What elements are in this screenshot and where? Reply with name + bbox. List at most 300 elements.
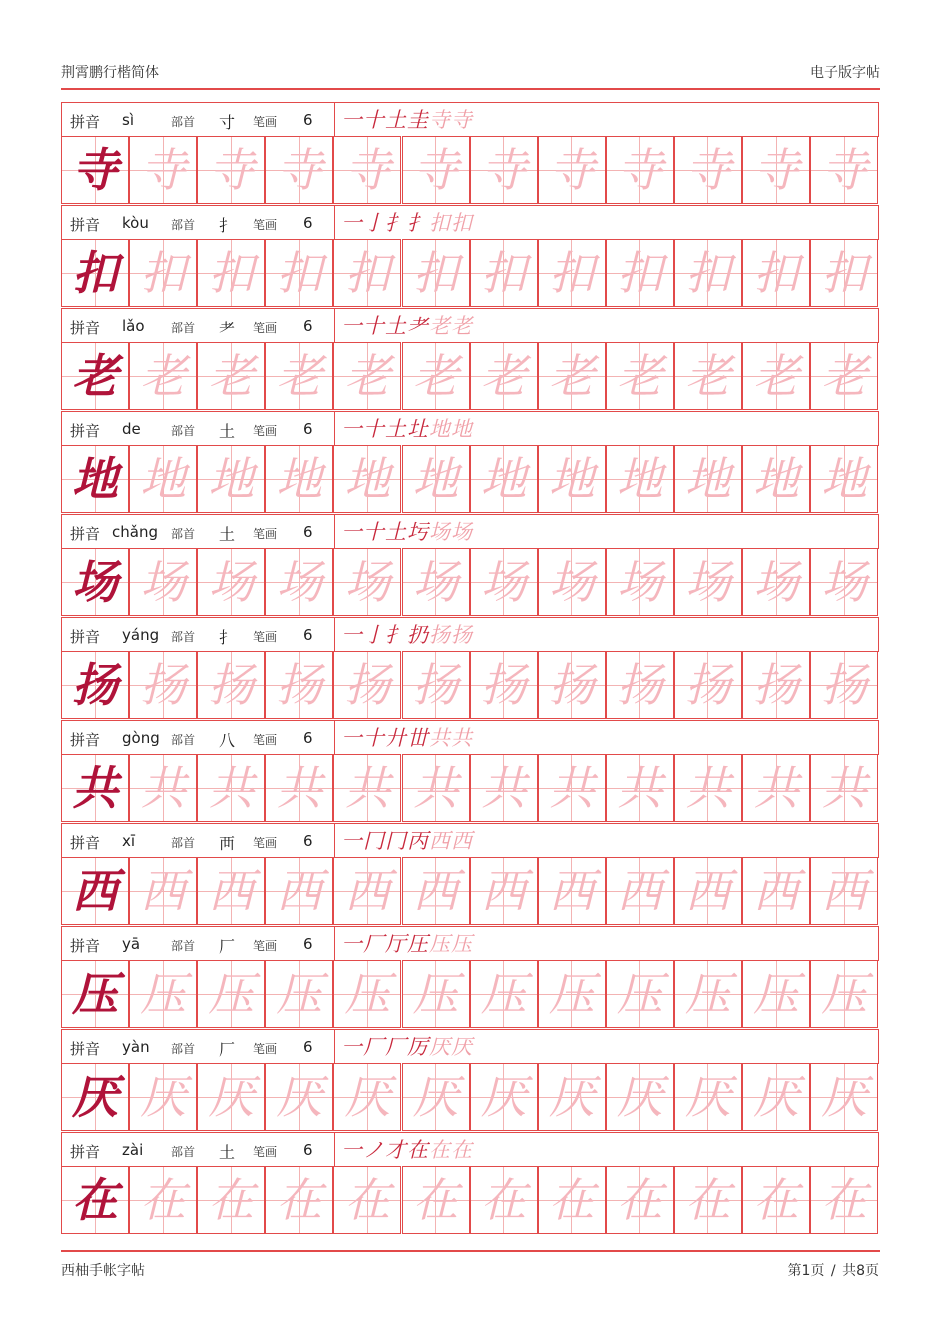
tracing-character: 压 bbox=[616, 967, 663, 1021]
practice-grid-row bbox=[61, 857, 879, 925]
tracing-character: 地 bbox=[616, 452, 663, 506]
stroke-order-sequence bbox=[341, 415, 473, 445]
stroke-step: 扬 bbox=[429, 623, 450, 647]
tracing-cell bbox=[470, 651, 538, 719]
tracing-cell bbox=[333, 548, 401, 616]
tracing-cell bbox=[674, 239, 742, 307]
tracing-cell bbox=[674, 960, 742, 1028]
tracing-character: 地 bbox=[276, 452, 323, 506]
tracing-cell bbox=[197, 342, 265, 410]
tracing-cell bbox=[333, 1166, 401, 1234]
tracing-cell bbox=[742, 239, 810, 307]
page-header bbox=[61, 60, 880, 84]
character-entry bbox=[61, 102, 879, 205]
stroke-step: 地 bbox=[451, 417, 472, 441]
radical-value: 耂 bbox=[219, 319, 236, 338]
tracing-character: 场 bbox=[821, 555, 868, 609]
tracing-cell bbox=[810, 342, 878, 410]
stroke-step: 十 bbox=[363, 726, 384, 750]
tracing-character: 压 bbox=[344, 967, 391, 1021]
stroke-step: 共 bbox=[451, 726, 472, 750]
stroke-label: 笔画 bbox=[253, 1145, 278, 1159]
stroke-step: 扌 bbox=[407, 211, 428, 235]
tracing-character: 扬 bbox=[344, 658, 391, 712]
tracing-cell bbox=[538, 1063, 606, 1131]
tracing-character: 厌 bbox=[344, 1070, 391, 1124]
practice-grid-row bbox=[61, 342, 879, 410]
radical-label: 部首 bbox=[171, 836, 196, 850]
tracing-cell bbox=[402, 136, 470, 204]
model-character: 扬 bbox=[72, 658, 118, 712]
tracing-character: 西 bbox=[140, 864, 187, 918]
tracing-cell bbox=[742, 651, 810, 719]
pinyin-value: zài bbox=[122, 1141, 144, 1159]
tracing-character: 在 bbox=[684, 1173, 731, 1227]
stroke-label: 笔画 bbox=[253, 836, 278, 850]
page-footer bbox=[61, 1260, 880, 1284]
character-meta bbox=[62, 824, 335, 858]
practice-grid-row bbox=[61, 960, 879, 1028]
tracing-character: 扬 bbox=[684, 658, 731, 712]
tracing-character: 场 bbox=[208, 555, 255, 609]
stroke-step: 老 bbox=[429, 314, 450, 338]
tracing-cell bbox=[810, 651, 878, 719]
tracing-character: 扬 bbox=[821, 658, 868, 712]
tracing-cell bbox=[538, 651, 606, 719]
tracing-character: 共 bbox=[616, 761, 663, 815]
character-meta bbox=[62, 1030, 335, 1064]
tracing-character: 扬 bbox=[548, 658, 595, 712]
tracing-cell bbox=[197, 548, 265, 616]
stroke-step: 一 bbox=[341, 417, 362, 441]
stroke-step: 压 bbox=[451, 932, 472, 956]
tracing-cell bbox=[265, 960, 333, 1028]
tracing-cell bbox=[538, 754, 606, 822]
tracing-cell bbox=[538, 857, 606, 925]
tracing-cell bbox=[265, 136, 333, 204]
character-entry bbox=[61, 1029, 879, 1132]
tracing-character: 西 bbox=[616, 864, 663, 918]
radical-value: 襾 bbox=[219, 834, 236, 853]
tracing-cell bbox=[197, 1063, 265, 1131]
tracing-cell bbox=[402, 857, 470, 925]
tracing-cell bbox=[402, 1166, 470, 1234]
character-meta bbox=[62, 1133, 335, 1167]
stroke-order-sequence bbox=[341, 1136, 473, 1166]
tracing-character: 场 bbox=[276, 555, 323, 609]
model-character-cell bbox=[61, 136, 129, 204]
practice-grid-row bbox=[61, 136, 879, 204]
tracing-character: 扣 bbox=[753, 246, 799, 300]
tracing-character: 共 bbox=[276, 761, 323, 815]
stroke-step: 厌 bbox=[429, 1035, 450, 1059]
tracing-cell bbox=[402, 342, 470, 410]
tracing-character: 西 bbox=[344, 864, 391, 918]
pinyin-value: de bbox=[122, 420, 141, 438]
tracing-character: 扬 bbox=[276, 658, 323, 712]
radical-label: 部首 bbox=[171, 939, 196, 953]
character-info-bar bbox=[61, 308, 879, 343]
model-character: 场 bbox=[72, 555, 118, 609]
tracing-character: 扣 bbox=[480, 246, 527, 300]
tracing-cell bbox=[470, 445, 538, 513]
tracing-cell bbox=[265, 548, 333, 616]
stroke-label: 笔画 bbox=[253, 630, 278, 644]
tracing-character: 老 bbox=[344, 349, 391, 403]
stroke-order-sequence bbox=[341, 209, 473, 239]
tracing-character: 压 bbox=[548, 967, 595, 1021]
tracing-cell bbox=[538, 445, 606, 513]
tracing-cell bbox=[674, 445, 742, 513]
tracing-cell bbox=[129, 1063, 197, 1131]
stroke-step: 才 bbox=[385, 1138, 406, 1162]
tracing-cell bbox=[742, 754, 810, 822]
stroke-step: 一 bbox=[341, 108, 362, 132]
tracing-character: 老 bbox=[753, 349, 799, 403]
tracing-cell bbox=[606, 548, 674, 616]
stroke-step: 亅 bbox=[363, 211, 384, 235]
tracing-character: 老 bbox=[276, 349, 323, 403]
tracing-character: 寺 bbox=[548, 143, 595, 197]
tracing-cell bbox=[197, 136, 265, 204]
pinyin-value: chǎng bbox=[112, 523, 158, 541]
stroke-step: 西 bbox=[429, 829, 450, 853]
tracing-cell bbox=[606, 960, 674, 1028]
model-character-cell bbox=[61, 548, 129, 616]
character-info-bar bbox=[61, 102, 879, 137]
tracing-character: 厌 bbox=[684, 1070, 731, 1124]
tracing-cell bbox=[538, 960, 606, 1028]
tracing-cell bbox=[129, 754, 197, 822]
tracing-character: 寺 bbox=[684, 143, 731, 197]
tracing-cell bbox=[129, 960, 197, 1028]
character-meta bbox=[62, 103, 335, 137]
stroke-order-sequence bbox=[341, 312, 473, 342]
tracing-cell bbox=[810, 136, 878, 204]
header-divider bbox=[61, 88, 880, 90]
tracing-character: 厌 bbox=[753, 1070, 799, 1124]
model-character: 压 bbox=[72, 967, 118, 1021]
tracing-cell bbox=[674, 857, 742, 925]
model-character-cell bbox=[61, 239, 129, 307]
stroke-count: 6 bbox=[303, 626, 313, 644]
tracing-character: 老 bbox=[616, 349, 663, 403]
stroke-label: 笔画 bbox=[253, 218, 278, 232]
stroke-step: 土 bbox=[385, 108, 406, 132]
radical-value: 厂 bbox=[219, 1040, 236, 1059]
tracing-character: 场 bbox=[140, 555, 187, 609]
stroke-step: 耂 bbox=[407, 314, 428, 338]
tracing-character: 在 bbox=[480, 1173, 527, 1227]
tracing-cell bbox=[674, 548, 742, 616]
tracing-cell bbox=[265, 754, 333, 822]
tracing-cell bbox=[197, 857, 265, 925]
stroke-step: 丗 bbox=[407, 726, 428, 750]
stroke-count: 6 bbox=[303, 214, 313, 232]
tracing-cell bbox=[402, 239, 470, 307]
footer-divider bbox=[61, 1250, 880, 1252]
tracing-character: 扬 bbox=[140, 658, 187, 712]
character-entry bbox=[61, 514, 879, 617]
tracing-character: 老 bbox=[480, 349, 527, 403]
tracing-cell bbox=[265, 445, 333, 513]
pinyin-value: lǎo bbox=[122, 317, 145, 335]
pinyin-value: yàn bbox=[122, 1038, 150, 1056]
stroke-step: 十 bbox=[363, 417, 384, 441]
stroke-step: 扣 bbox=[429, 211, 450, 235]
tracing-cell bbox=[742, 136, 810, 204]
stroke-step: 一 bbox=[341, 211, 362, 235]
tracing-cell bbox=[810, 239, 878, 307]
radical-value: 土 bbox=[219, 1143, 236, 1162]
tracing-character: 西 bbox=[412, 864, 459, 918]
tracing-character: 在 bbox=[208, 1173, 255, 1227]
tracing-cell bbox=[333, 136, 401, 204]
pinyin-label: 拼音 bbox=[70, 834, 101, 852]
tracing-character: 寺 bbox=[208, 143, 255, 197]
radical-label: 部首 bbox=[171, 527, 196, 541]
tracing-character: 西 bbox=[208, 864, 255, 918]
character-entry bbox=[61, 720, 879, 823]
stroke-step: 圧 bbox=[407, 932, 428, 956]
pinyin-label: 拼音 bbox=[70, 731, 101, 749]
stroke-label: 笔画 bbox=[253, 733, 278, 747]
tracing-character: 西 bbox=[821, 864, 868, 918]
pinyin-value: yā bbox=[122, 935, 141, 953]
tracing-cell bbox=[742, 1063, 810, 1131]
tracing-cell bbox=[265, 857, 333, 925]
stroke-count: 6 bbox=[303, 111, 313, 129]
tracing-character: 地 bbox=[548, 452, 595, 506]
tracing-character: 寺 bbox=[616, 143, 663, 197]
stroke-step: 亅 bbox=[363, 623, 384, 647]
tracing-cell bbox=[606, 1166, 674, 1234]
tracing-cell bbox=[810, 857, 878, 925]
character-entry bbox=[61, 308, 879, 411]
tracing-character: 地 bbox=[753, 452, 799, 506]
stroke-step: 场 bbox=[429, 520, 450, 544]
tracing-cell bbox=[538, 239, 606, 307]
radical-value: 扌 bbox=[219, 216, 236, 235]
page-separator: / bbox=[830, 1263, 836, 1279]
tracing-cell bbox=[742, 548, 810, 616]
tracing-cell bbox=[538, 548, 606, 616]
tracing-character: 扣 bbox=[412, 246, 459, 300]
stroke-order-sequence bbox=[341, 518, 473, 548]
character-info-bar bbox=[61, 205, 879, 240]
tracing-character: 扬 bbox=[616, 658, 663, 712]
tracing-character: 地 bbox=[208, 452, 255, 506]
practice-grid-row bbox=[61, 1063, 879, 1131]
tracing-cell bbox=[606, 1063, 674, 1131]
tracing-cell bbox=[197, 960, 265, 1028]
tracing-character: 寺 bbox=[140, 143, 187, 197]
pinyin-label: 拼音 bbox=[70, 937, 101, 955]
tracing-character: 扣 bbox=[208, 246, 255, 300]
tracing-cell bbox=[674, 754, 742, 822]
tracing-cell bbox=[470, 754, 538, 822]
tracing-character: 地 bbox=[821, 452, 868, 506]
character-entry bbox=[61, 205, 879, 308]
tracing-character: 共 bbox=[684, 761, 731, 815]
character-meta bbox=[62, 927, 335, 961]
character-info-bar bbox=[61, 1132, 879, 1167]
tracing-character: 西 bbox=[684, 864, 731, 918]
stroke-step: 厉 bbox=[407, 1035, 428, 1059]
tracing-character: 压 bbox=[753, 967, 799, 1021]
tracing-character: 在 bbox=[753, 1173, 799, 1227]
tracing-cell bbox=[674, 342, 742, 410]
tracing-character: 压 bbox=[821, 967, 868, 1021]
tracing-character: 在 bbox=[821, 1173, 868, 1227]
tracing-cell bbox=[333, 651, 401, 719]
stroke-step: 一 bbox=[341, 314, 362, 338]
model-character-cell bbox=[61, 1166, 129, 1234]
pinyin-label: 拼音 bbox=[70, 216, 101, 234]
tracing-cell bbox=[606, 754, 674, 822]
stroke-step: 厂 bbox=[363, 1035, 384, 1059]
character-info-bar bbox=[61, 411, 879, 446]
stroke-order-sequence bbox=[341, 827, 473, 857]
tracing-character: 压 bbox=[140, 967, 187, 1021]
tracing-cell bbox=[197, 651, 265, 719]
model-character-cell bbox=[61, 1063, 129, 1131]
tracing-character: 寺 bbox=[821, 143, 868, 197]
stroke-step: 压 bbox=[429, 932, 450, 956]
tracing-cell bbox=[402, 445, 470, 513]
model-character: 西 bbox=[72, 864, 118, 918]
character-info-bar bbox=[61, 514, 879, 549]
stroke-step: 十 bbox=[363, 314, 384, 338]
stroke-step: 扬 bbox=[451, 623, 472, 647]
pinyin-value: yáng bbox=[122, 626, 160, 644]
stroke-count: 6 bbox=[303, 1038, 313, 1056]
font-title: 荆霄鹏行楷简体 bbox=[61, 65, 159, 81]
tracing-cell bbox=[333, 445, 401, 513]
tracing-cell bbox=[742, 960, 810, 1028]
radical-label: 部首 bbox=[171, 218, 196, 232]
stroke-order-sequence bbox=[341, 724, 473, 754]
stroke-step: 冂 bbox=[363, 829, 384, 853]
tracing-cell bbox=[265, 1063, 333, 1131]
tracing-character: 老 bbox=[208, 349, 255, 403]
tracing-character: 地 bbox=[480, 452, 527, 506]
tracing-character: 西 bbox=[548, 864, 595, 918]
tracing-cell bbox=[333, 754, 401, 822]
tracing-cell bbox=[810, 548, 878, 616]
tracing-character: 场 bbox=[753, 555, 799, 609]
tracing-cell bbox=[265, 651, 333, 719]
tracing-character: 共 bbox=[480, 761, 527, 815]
radical-value: 扌 bbox=[219, 628, 236, 647]
tracing-character: 厌 bbox=[616, 1070, 663, 1124]
model-character: 地 bbox=[72, 452, 118, 506]
tracing-cell bbox=[197, 1166, 265, 1234]
character-entry bbox=[61, 926, 879, 1029]
tracing-character: 西 bbox=[480, 864, 527, 918]
stroke-order-sequence bbox=[341, 106, 473, 136]
tracing-cell bbox=[265, 342, 333, 410]
stroke-step: 圭 bbox=[407, 108, 428, 132]
pinyin-label: 拼音 bbox=[70, 628, 101, 646]
tracing-character: 共 bbox=[140, 761, 187, 815]
tracing-cell bbox=[674, 1063, 742, 1131]
tracing-cell bbox=[674, 136, 742, 204]
stroke-count: 6 bbox=[303, 729, 313, 747]
stroke-step: 厂 bbox=[385, 1035, 406, 1059]
tracing-character: 老 bbox=[548, 349, 595, 403]
character-info-bar bbox=[61, 720, 879, 755]
model-character-cell bbox=[61, 960, 129, 1028]
stroke-step: 厌 bbox=[451, 1035, 472, 1059]
stroke-order-sequence bbox=[341, 1033, 473, 1063]
brand-name: 西柚手帐字帖 bbox=[61, 1263, 145, 1279]
radical-value: 寸 bbox=[219, 113, 236, 132]
pinyin-label: 拼音 bbox=[70, 1143, 101, 1161]
pinyin-label: 拼音 bbox=[70, 422, 101, 440]
stroke-count: 6 bbox=[303, 832, 313, 850]
page-indicator bbox=[787, 1260, 880, 1280]
stroke-count: 6 bbox=[303, 420, 313, 438]
current-page: 第1页 bbox=[787, 1263, 825, 1279]
model-character: 寺 bbox=[72, 143, 118, 197]
stroke-step: 丙 bbox=[407, 829, 428, 853]
stroke-label: 笔画 bbox=[253, 1042, 278, 1056]
tracing-cell bbox=[606, 857, 674, 925]
tracing-cell bbox=[197, 754, 265, 822]
tracing-cell bbox=[333, 342, 401, 410]
tracing-character: 老 bbox=[140, 349, 187, 403]
stroke-step: 土 bbox=[385, 314, 406, 338]
tracing-cell bbox=[402, 960, 470, 1028]
tracing-cell bbox=[470, 1166, 538, 1234]
tracing-cell bbox=[810, 445, 878, 513]
tracing-character: 共 bbox=[753, 761, 799, 815]
stroke-step: 土 bbox=[385, 520, 406, 544]
practice-grid-row bbox=[61, 1166, 879, 1234]
tracing-cell bbox=[470, 136, 538, 204]
tracing-character: 西 bbox=[753, 864, 799, 918]
tracing-cell bbox=[129, 651, 197, 719]
pinyin-label: 拼音 bbox=[70, 1040, 101, 1058]
tracing-cell bbox=[333, 857, 401, 925]
tracing-character: 压 bbox=[412, 967, 459, 1021]
practice-grid-row bbox=[61, 754, 879, 822]
tracing-cell bbox=[810, 1166, 878, 1234]
tracing-character: 扬 bbox=[412, 658, 459, 712]
tracing-character: 扣 bbox=[684, 246, 731, 300]
pinyin-label: 拼音 bbox=[70, 525, 101, 543]
tracing-character: 压 bbox=[684, 967, 731, 1021]
total-pages: 共8页 bbox=[842, 1263, 879, 1279]
tracing-character: 厌 bbox=[140, 1070, 187, 1124]
tracing-character: 场 bbox=[344, 555, 391, 609]
stroke-step: 厅 bbox=[385, 932, 406, 956]
practice-sheet bbox=[61, 102, 879, 1235]
tracing-cell bbox=[606, 239, 674, 307]
tracing-character: 压 bbox=[208, 967, 255, 1021]
tracing-cell bbox=[129, 342, 197, 410]
tracing-character: 地 bbox=[412, 452, 459, 506]
tracing-character: 共 bbox=[821, 761, 868, 815]
tracing-character: 场 bbox=[616, 555, 663, 609]
stroke-label: 笔画 bbox=[253, 115, 278, 129]
tracing-character: 在 bbox=[616, 1173, 663, 1227]
stroke-count: 6 bbox=[303, 935, 313, 953]
model-character-cell bbox=[61, 445, 129, 513]
tracing-character: 共 bbox=[548, 761, 595, 815]
radical-label: 部首 bbox=[171, 424, 196, 438]
